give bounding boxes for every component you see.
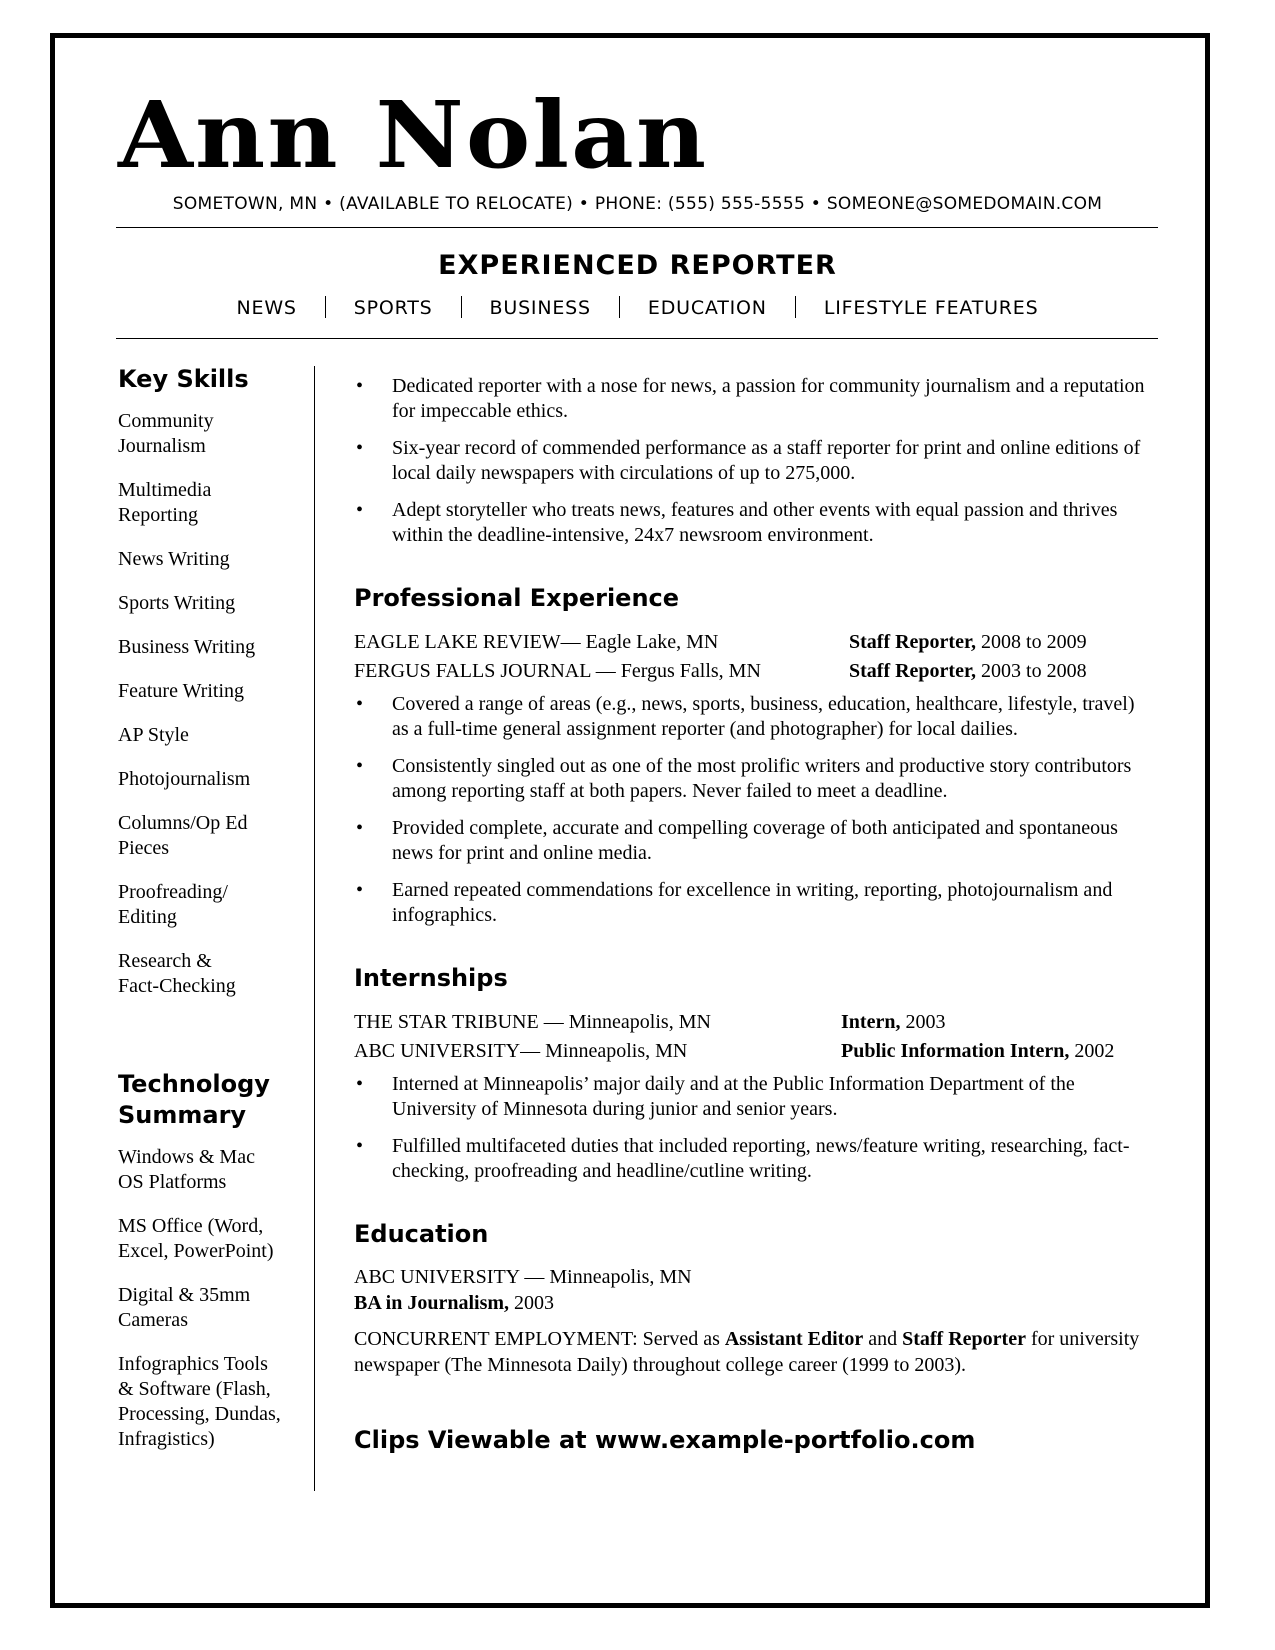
skill-item: Photojournalism <box>118 768 251 790</box>
job-title: Staff Reporter, <box>849 631 977 653</box>
skill-item: Columns/Op Ed Pieces <box>118 812 248 859</box>
internship-bullet: • Interned at Minneapolis’ major daily and at the Public Information Department of the University of Minnesota during junior and senior years. <box>354 1072 1154 1122</box>
summary-bullet: • Dedicated reporter with a nose for news, a passion for community journalism and a reputation for impeccable ethics. <box>354 374 1154 424</box>
skill-item: Feature Writing <box>118 680 245 702</box>
tech-item: Digital & 35mm Cameras <box>118 1284 251 1331</box>
internship-dates: 2002 <box>1069 1040 1115 1062</box>
experience-bullet: • Consistently singled out as one of the most prolific writers and productive story contributors among reporting staff at both papers. Never failed to meet a deadline. <box>354 754 1154 804</box>
skill-item: Community Journalism <box>118 410 214 457</box>
portfolio-link[interactable]: Clips Viewable at www.example-portfolio.com <box>354 1426 976 1454</box>
skill-item: Multimedia Reporting <box>118 479 212 526</box>
separator <box>619 296 620 318</box>
summary-bullet: • Six-year record of commended performance as a staff reporter for print and online editions of local daily newspapers with circulations of up to 275,000. <box>354 436 1154 486</box>
focus-area: SPORTS <box>353 297 433 319</box>
tech-item: MS Office (Word, Excel, PowerPoint) <box>118 1215 274 1262</box>
concurrent-employment: CONCURRENT EMPLOYMENT: Served as Assistant Editor and Staff Reporter for university newspaper (The Minnesota Daily) throughout college career (1999 to 2003). <box>354 1328 1140 1376</box>
skill-item: Business Writing <box>118 636 256 658</box>
summary-bullet: • Adept storyteller who treats news, features and other events with equal passion and thrives within the deadline-intensive, 24x7 newsroom environment. <box>354 498 1154 548</box>
skill-item: Proofreading/ Editing <box>118 881 228 928</box>
job-dates: 2008 to 2009 <box>976 631 1087 653</box>
skill-item: Sports Writing <box>118 592 236 614</box>
internship-title: Intern, <box>841 1011 901 1033</box>
skill-item: News Writing <box>118 548 230 570</box>
focus-areas <box>0 296 1275 319</box>
internship-title: Public Information Intern, <box>841 1040 1070 1062</box>
focus-area: NEWS <box>236 297 297 319</box>
focus-area: LIFESTYLE FEATURES <box>823 297 1039 319</box>
skill-item: Research & Fact-Checking <box>118 950 236 997</box>
headline: EXPERIENCED REPORTER <box>438 250 837 281</box>
tech-item: Windows & Mac OS Platforms <box>118 1146 255 1193</box>
job-row <box>354 628 1154 657</box>
job-dates: 2003 to 2008 <box>976 660 1087 682</box>
internship-dates: 2003 <box>900 1011 946 1033</box>
internship-bullet: • Fulfilled multifaceted duties that included reporting, news/feature writing, researching, fact-checking, proofreading and headline/cutline writing. <box>354 1134 1154 1184</box>
education-year: 2003 <box>509 1292 555 1314</box>
experience-bullet: • Covered a range of areas (e.g., news, sports, business, education, healthcare, lifestyle, travel) as a full-time general assignment reporter (and photographer) for local dailies. <box>354 692 1154 742</box>
focus-area: BUSINESS <box>489 297 591 319</box>
key-skills-heading: Key Skills <box>118 365 249 393</box>
internship-row <box>354 1037 1154 1066</box>
experience-bullet: • Provided complete, accurate and compelling coverage of both anticipated and spontaneous news for print and online media. <box>354 816 1154 866</box>
divider <box>116 227 1158 228</box>
focus-area: EDUCATION <box>647 297 767 319</box>
separator <box>325 296 326 318</box>
divider <box>116 338 1158 339</box>
tech-item: Infographics Tools & Software (Flash, Processing, Dundas, Infragistics) <box>118 1353 281 1450</box>
skill-item: AP Style <box>118 724 189 746</box>
sidebar <box>118 364 308 1471</box>
job-organization: FERGUS FALLS JOURNAL — Fergus Falls, MN <box>354 660 761 682</box>
job-title: Staff Reporter, <box>849 660 977 682</box>
candidate-name: Ann Nolan <box>118 81 709 189</box>
experience-heading: Professional Experience <box>354 584 680 612</box>
column-divider <box>314 366 315 1491</box>
internship-row <box>354 1008 1154 1037</box>
education-degree: BA in Journalism, <box>354 1292 510 1314</box>
separator <box>461 296 462 318</box>
job-organization: EAGLE LAKE REVIEW— Eagle Lake, MN <box>354 631 719 653</box>
job-row <box>354 657 1154 686</box>
separator <box>795 296 796 318</box>
education-heading: Education <box>354 1220 489 1248</box>
internship-organization: THE STAR TRIBUNE — Minneapolis, MN <box>354 1011 711 1033</box>
contact-line: SOMETOWN, MN • (AVAILABLE TO RELOCATE) • PHONE: (555) 555-5555 • SOMEONE@SOMEDOMAIN.COM <box>172 194 1103 214</box>
education-school: ABC UNIVERSITY — Minneapolis, MN <box>354 1266 692 1288</box>
internships-heading: Internships <box>354 964 508 992</box>
main-content <box>354 374 1154 1454</box>
technology-summary-heading: Technology Summary <box>118 1070 270 1129</box>
internship-organization: ABC UNIVERSITY— Minneapolis, MN <box>354 1040 688 1062</box>
experience-bullet: • Earned repeated commendations for excellence in writing, reporting, photojournalism and infographics. <box>354 878 1154 928</box>
